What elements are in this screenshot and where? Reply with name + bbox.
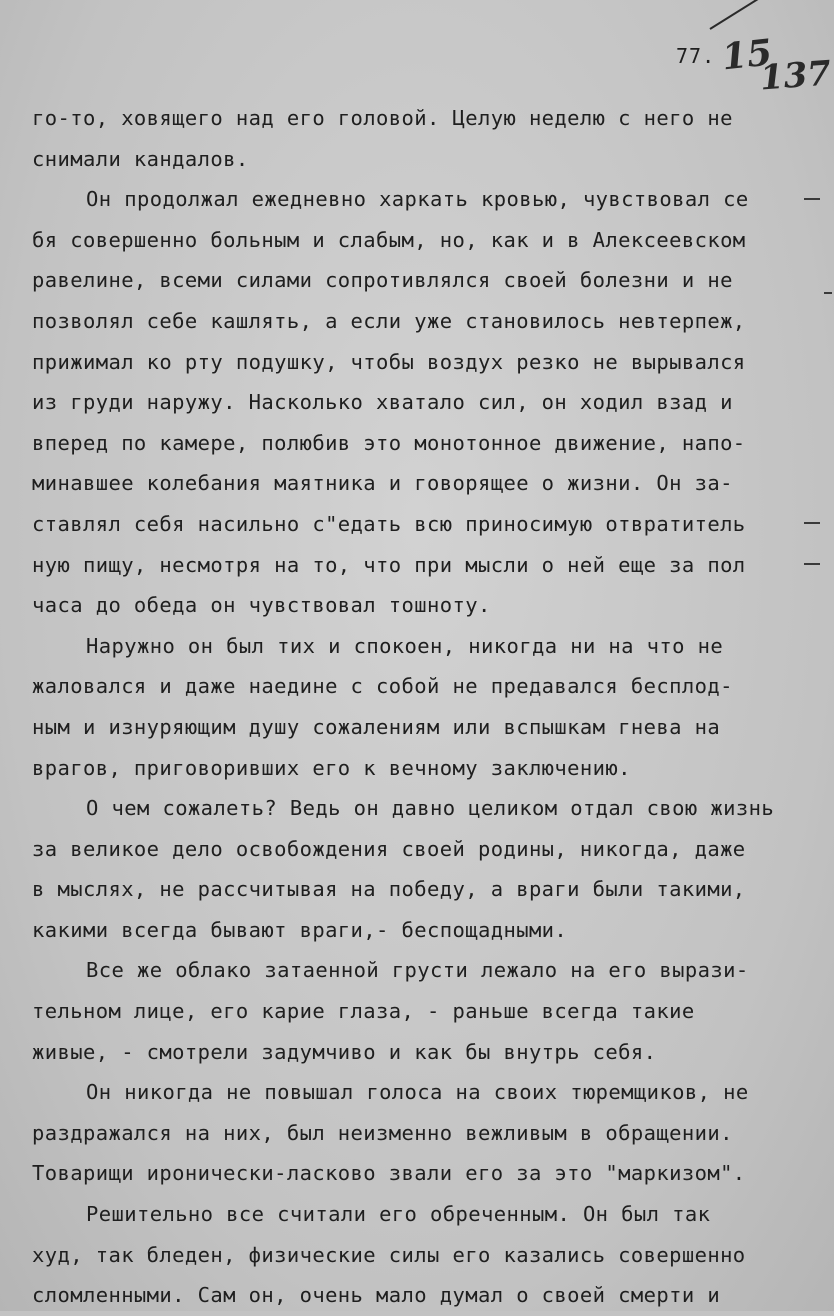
text-line: минавшее колебания маятника и говорящее о жизни. Он за- (32, 471, 733, 496)
text-line: прижимал ко рту подушку, чтобы воздух резко не вырывался (32, 349, 746, 374)
text-line: равелине, всеми силами сопротивлялся своей болезни и не (32, 268, 733, 293)
text-line: вперед по камере, полюбив это монотонное движение, напо- (32, 430, 746, 455)
text-line: сломленными. Сам он, очень мало думал о своей смерти и (32, 1283, 721, 1308)
text-line: ставлял себя насильно с"едать всю приносимую отвратитель (32, 511, 746, 536)
margin-mark (804, 563, 820, 565)
margin-mark (824, 292, 832, 294)
text-line: какими всегда бывают враги,- беспощадными. (32, 917, 568, 942)
text-line: бя совершенно больным и слабым, но, как и в Алексеевском (32, 227, 746, 252)
text-line: раздражался на них, был неизменно вежливым в обращении. (32, 1120, 733, 1145)
archive-strike-mark (709, 0, 786, 30)
text-line: снимали кандалов. (32, 146, 249, 171)
archive-number-handwritten: 15 (719, 31, 775, 79)
margin-mark (804, 198, 820, 200)
text-line: ным и изнуряющим душу сожалениям или вспышкам гнева на (32, 714, 721, 739)
text-line: в мыслях, не рассчитывая на победу, а враги были такими, (32, 877, 746, 902)
text-line: Товарищи иронически-ласково звали его за это "маркизом". (32, 1161, 746, 1186)
text-line: Он продолжал ежедневно харкать кровью, чувствовал се (86, 187, 749, 212)
text-line: Наружно он был тих и спокоен, никогда ни на что не (86, 633, 724, 658)
text-line: часа до обеда он чувствовал тошноту. (32, 593, 491, 618)
text-line: из груди наружу. Насколько хватало сил, он ходил взад и (32, 390, 733, 415)
text-line: за великое дело освобождения своей родины, никогда, даже (32, 836, 746, 861)
text-line: позволял себе кашлять, а если уже становилось невтерпеж, (32, 308, 746, 333)
text-line: О чем сожалеть? Ведь он давно целиком отдал свою жизнь (86, 796, 775, 821)
text-line: живые, - смотрели задумчиво и как бы внутрь себя. (32, 1039, 657, 1064)
text-line: Он никогда не повышал голоса на своих тюремщиков, не (86, 1080, 749, 1105)
margin-mark (804, 522, 820, 524)
text-line: го-то, ховящего над его головой. Целую неделю с него не (32, 106, 733, 130)
text-line: Решительно все считали его обреченным. Он был так (86, 1202, 711, 1227)
text-line: ную пищу, несмотря на то, что при мысли о ней еще за пол (32, 552, 746, 577)
page-number: 77. (676, 44, 716, 68)
text-line: Все же облако затаенной грусти лежало на его вырази- (86, 958, 749, 983)
archive-folio-handwritten: 137 (758, 53, 833, 99)
text-line: худ, так бледен, физические силы его казались совершенно (32, 1242, 746, 1267)
text-line: тельном лице, его карие глаза, - раньше всегда такие (32, 999, 695, 1024)
typewritten-text (32, 98, 792, 1316)
text-line: жаловался и даже наедине с собой не предавался бесплод- (32, 674, 733, 699)
text-line: врагов, приговоривших его к вечному заключению. (32, 755, 631, 780)
